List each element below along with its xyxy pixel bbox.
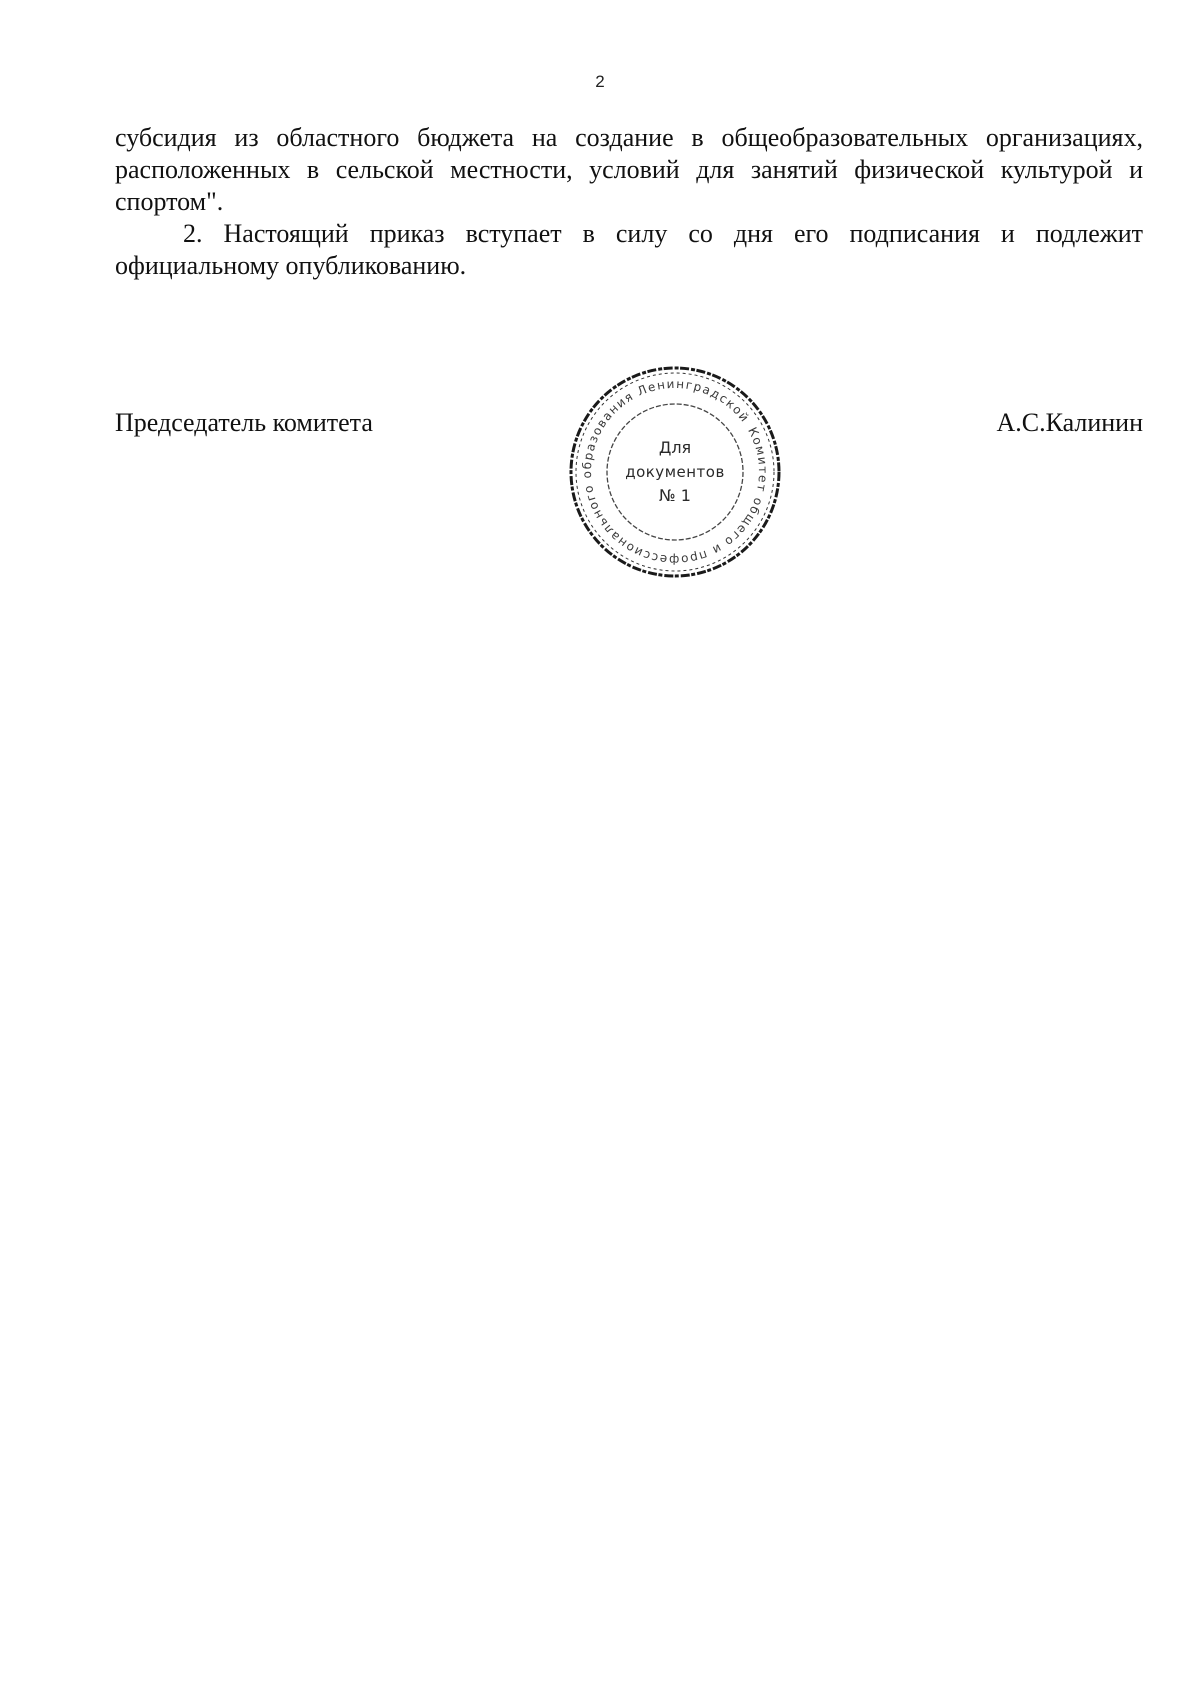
stamp-center-line-3: № 1 — [659, 486, 691, 505]
paragraph-continuation: субсидия из областного бюджета на создание в общеобразовательных организациях, расположенных в сельской местности, условий для занятий физической культурой и спортом". — [115, 123, 1143, 216]
signatory-position: Председатель комитета — [115, 408, 373, 437]
stamp-ring-text: Комитет общего и профессионального образования Ленинградской — [579, 376, 771, 568]
page-number: 2 — [595, 72, 605, 91]
signatory-name: А.С.Калинин — [996, 408, 1143, 437]
paragraph-effective-date: 2. Настоящий приказ вступает в силу со дня его подписания и подлежит официальному опубликованию. — [115, 219, 1143, 280]
stamp-center-line-1: Для — [658, 438, 692, 457]
document-body — [115, 122, 1143, 282]
stamp-center-line-2: документов — [625, 463, 725, 481]
official-seal-stamp — [566, 363, 784, 581]
